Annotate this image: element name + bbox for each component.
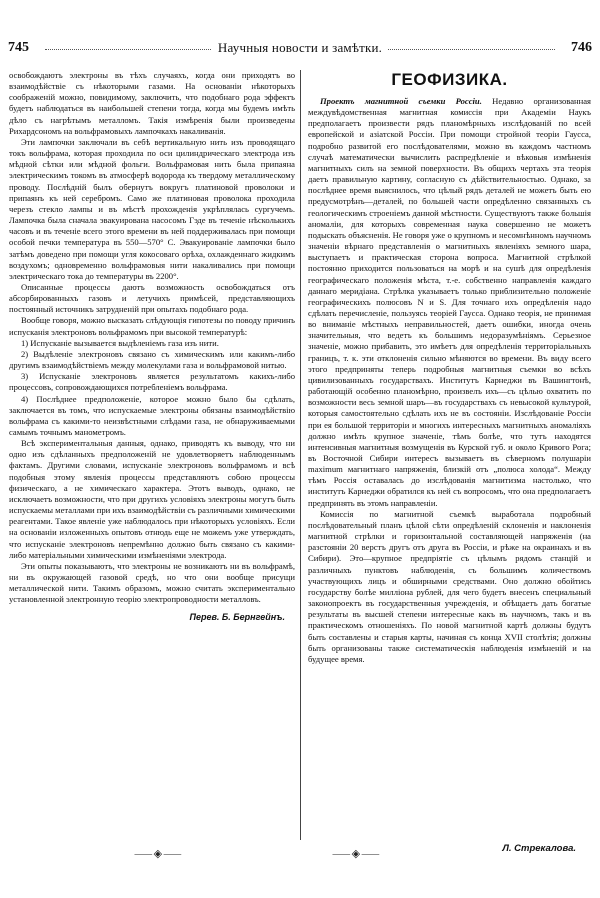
page-number-left: 745 [8, 40, 29, 55]
article-body-start: Недавно организованная междувѣдомственная магнитная комиссія при Академіи Наукъ предполагаетъ произвести рядъ планомѣрныхъ изслѣдованій по всей европейской и азіатской Россіи. При помощи стройной теоріи Гаусса, подробно развитой его послѣдователями, можно въ каждомъ частномъ случаѣ математически вычислить распредѣленіе и вѣковыя измѣненія магнитныхъ силъ на земной поверхности. Въ общихъ чертахъ эта теорія даетъ правильную картину, согласную съ дѣйствительностью. Однако, за послѣднее время выяснилось, что цѣлый рядъ деталей не можетъ быть ею предусмотрѣнъ—деталей, по большей части опредѣленно связанныхъ съ геологическимъ строеніемъ данной мѣстности. Существуютъ также большія аномаліи, для которыхъ современная наука совершенно не можетъ подыскать объясненія. Не говоря уже о крупномъ и несомнѣнномъ научномъ значеніи вѣрнаго представленія о магнитныхъ явленіяхъ земного шара, выступаетъ и практическая сторона вопроса. Магнитной стрѣлкой постоянно приходится пользоваться на морѣ и на сушѣ для опредѣленія географическаго положенія мѣста, т.-е. собственно направленія каждаго даннаго меридіана. Стрѣлка указываетъ только приблизительно положеніе географическихъ полюсовъ N и S. Для точнаго ихъ опредѣленія надо сдѣлать перечисленіе, пользуясь теоріей Гаусса. Однако теорія, не принимая во вниманіе мѣстныхъ неправильностей, даетъ ошибки, иногда очень значительныя, что ведетъ къ большимъ недоразумѣніямъ. Серьезное значеніе, можно прибавить, это имѣетъ для опредѣленія территоріальныхъ границъ, т. к. эти отклоненія сильно мѣняются во времени. Въ виду всего этого предприняты теперь подробныя магнитныя съемки во всѣхъ цивилизованныхъ государствахъ. Институтъ Карнеджи въ Вашингтонѣ, работающій особенно планомѣрно, произвелъ ихъ—съ цѣлью охватить по возможности весь земной шаръ—въ государствахъ съ невысокой культурой, которыя самостоятельно сдѣлать ихъ не въ состояніи. Изслѣдованіе Россіи при ея большой территоріи и многихъ интересныхъ магнитныхъ аномаліяхъ должно имѣть крупное значеніе, тѣмъ болѣе, что тутъ находятся интенсивныя магнитныя возмущенія въ Курской губ. и около Кривого Рога; въ Восточной Сибири интересъ вызываетъ въ сѣверномъ полушаріи maximum магнитнаго напряженія, близкій отъ „полюса холода“. Между тѣмъ Россія оставалась до изслѣдованія магнитизма настолько, что институтъ Карнеджи обратился къ ней съ вопросомъ, что она предполагаетъ предпринять въ этомъ направленіи. [308, 96, 591, 508]
running-title: Научныя новости и замѣтки. [212, 40, 388, 55]
hypothesis-item: 2) Выдѣленіе электроновъ связано съ химическимъ или какимъ-либо другимъ взаимодѣйствіемъ между молекулами газа и вольфрамовой нитью. [9, 348, 295, 371]
left-paragraph: Эти опыты показываютъ, что электроны не возникаютъ ни въ вольфрамѣ, ни въ окружающей газовой средѣ, но что они вообще присущи металлической нити. Такимъ образомъ, можно считать экспериментально установленной электронную теорію электропроводности металловъ. [9, 560, 295, 605]
right-paragraph [308, 96, 591, 509]
left-paragraph: Описанные процессы даютъ возможность освобождаться отъ абсорбированныхъ газовъ и летучихъ примѣсей, представляющихъ постоянный источникъ затрудненій при опытахъ подобнаго рода. [9, 281, 295, 315]
left-paragraph: Всѣ экспериментальныя данныя, однако, приводятъ къ выводу, что ни одно изъ сдѣланныхъ предположеній не удовлетворяетъ наблюденнымъ фактамъ. Другими словами, испусканіе электроновъ вольфрамомъ и всѣ подобныя этому явленія процессы представляютъ собою процессы физическаго, а не химическаго характера. Этотъ выводъ, однако, не исключаетъ возможности, что при другихъ условіяхъ электроны могутъ быть испускаемы металлами при ихъ взаимодѣйствіи съ различными химическими реагентами. Такое явленіе уже наблюдалось при нѣкоторыхъ условіяхъ. Если на основаніи изложенныхъ опытовъ отнюдь еще не можемъ уже утверждать, что испусканіе электроновъ непремѣнно должно быть связано съ какими-либо матеріальными химическими измѣненіями электрода. [9, 438, 295, 560]
article-title: Проектъ магнитной съемки Россіи. [320, 96, 482, 106]
hypothesis-item: 3) Испусканіе электроновъ является результатомъ какихъ-либо процессовъ, сопровождающихся потребленіемъ вольфрама. [9, 371, 295, 393]
right-paragraph: Комиссія по магнитной съемкѣ выработала подробный послѣдовательный планъ цѣлой сѣти опредѣленій склоненія и наклоненія магнитной стрѣлки и горизонтальной составляющей напряженія (на разстояніи 20 верстъ другъ отъ друга въ Россіи, и рѣже на окраинахъ и въ Сибири). Это—крупное предпріятіе съ цѣлымъ рядомъ станцій и различныхъ пунктовъ наблюденія, съ большимъ количествомъ участвующихъ лицъ и обширными средствами. Оно должно обойтись государству болѣе милліона рублей, для чего будетъ внесенъ специальный законопроектъ въ государственныя учрежденія, и обѣщаетъ дать богатые результаты въ высшей степени интересные какъ въ научномъ, такъ и въ практическомъ отношеніяхъ. По новой магнитной картѣ должны будутъ быть составлены и старыя карты, начиная съ конца XVII столѣтія; должны быть организованы также систематическія наблюденія измѣненій и на будущее время. [308, 508, 591, 664]
left-paragraph: Вообще говоря, можно высказать слѣдующія гипотезы по поводу причинъ испусканія электроновъ вольфрамомъ при высокой температурѣ: [9, 315, 295, 337]
left-column [9, 70, 295, 623]
hypothesis-item: 4) Послѣднее предположеніе, которое можно было бы сдѣлать, заключается въ томъ, что испускаемые электроны обязаны взаимодѣйствію вольфрама съ какими-то неизвѣстными слѣдами газа, не обнаруживаемыми самымъ точнымъ манометромъ. [9, 393, 295, 437]
hypothesis-item: 1) Испусканіе вызывается выдѣленіемъ газа изъ нити. [21, 337, 219, 348]
hypotheses-list [9, 338, 295, 438]
page-header [0, 40, 600, 56]
translator-signature: Перев. Б. Бернгейнъ. [189, 611, 285, 622]
left-paragraph: Эти лампочки заключали въ себѣ вертикальную нить изъ проводящаго токъ вольфрама, которая проходила по оси цилиндрическаго электрода изъ мѣдной сѣтки или мѣдной фольги. Вольфрамовая нить была припаяна электрическимъ токомъ въ атмосферѣ водорода къ твердому металлическому проводу. Послѣдній былъ обернутъ вокругъ платиновой проволоки и припаянъ къ ней серебромъ. Само же платиновая проволока проходила черезъ стекло лампы и въ мѣстѣ прохожденія укрѣплялась сургучемъ. Лампочка была сначала эвакуирована насосомъ Гэде въ теченіе нѣсколькихъ часовъ и въ теченіе всего этого времени въ ней поддерживалась при помощи особой печки температура въ 550—570° С. Эвакуированіе лампочки было затѣмъ доведено при помощи угля кокосоваго орѣха, охлажденнаго жидкимъ воздухомъ; одновременно вольфрамовыя нити накаливались при помощи электрическаго тока до температуры въ 2200°. [9, 136, 295, 281]
ornament-left: ⸺◈⸺ [134, 847, 183, 860]
ornament-right: ⸺◈⸺ [332, 847, 381, 860]
author-signature: Л. Стрекалова. [502, 843, 576, 854]
left-paragraph: освобождаютъ электроны въ тѣхъ случаяхъ, когда они приходятъ во взаимодѣйствіе съ нѣкоторыми газами. На основаніи нѣкоторыхъ соображеній можно, повидимому, заключить, что подобнаго рода эффектъ будетъ наблюдаться въ наибольшей степени тогда, когда мы будемъ имѣть дѣло съ нагрѣтымъ металломъ. Такія измѣренія были произведены Рихардсономъ на вольфрамовыхъ лампочкахъ накаливанія. [9, 70, 295, 136]
right-column [308, 70, 591, 665]
section-title: ГЕОФИЗИКА. [391, 70, 508, 89]
column-divider [300, 70, 301, 840]
page-number-right: 746 [571, 40, 592, 55]
